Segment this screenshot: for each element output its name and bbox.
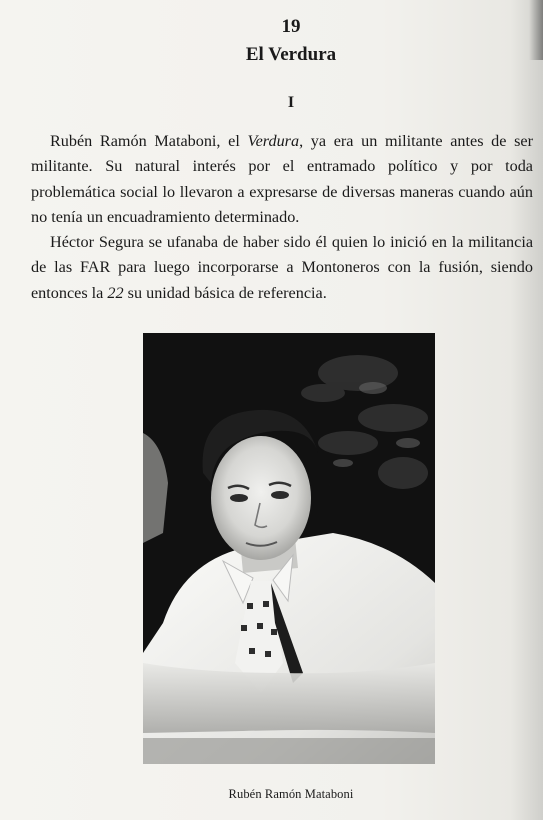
paragraph-1-rest: , ya era un militante antes de ser militante. Su natural interés por el entramado político y por toda problemática social lo llevaron a expresarse de diversas maneras cuando aún no tenía un encuadramiento determinado. xyxy=(31,132,534,226)
paragraph-2 xyxy=(31,230,533,306)
chapter-number: 19 xyxy=(281,16,301,37)
section-numeral: I xyxy=(287,94,295,111)
unit-number-emphasis: 22 xyxy=(107,283,124,302)
chapter-title: El Verdura xyxy=(245,44,337,65)
paragraph-2-start: Héctor Segura se ufanaba de haber sido él quien lo inició en la militancia de las FAR para luego incorporarse a Montoneros con la fusión, siendo entonces la xyxy=(31,233,533,302)
body-text xyxy=(31,129,533,306)
nickname-emphasis: Verdura xyxy=(247,132,300,150)
paragraph-1-start: Rubén Ramón Mataboni, el xyxy=(50,132,248,150)
paragraph-2-rest: su unidad básica de referencia. xyxy=(123,283,327,302)
paragraph-1 xyxy=(31,129,533,230)
photo-caption: Rubén Ramón Mataboni xyxy=(228,787,354,801)
portrait-photo xyxy=(143,333,435,764)
